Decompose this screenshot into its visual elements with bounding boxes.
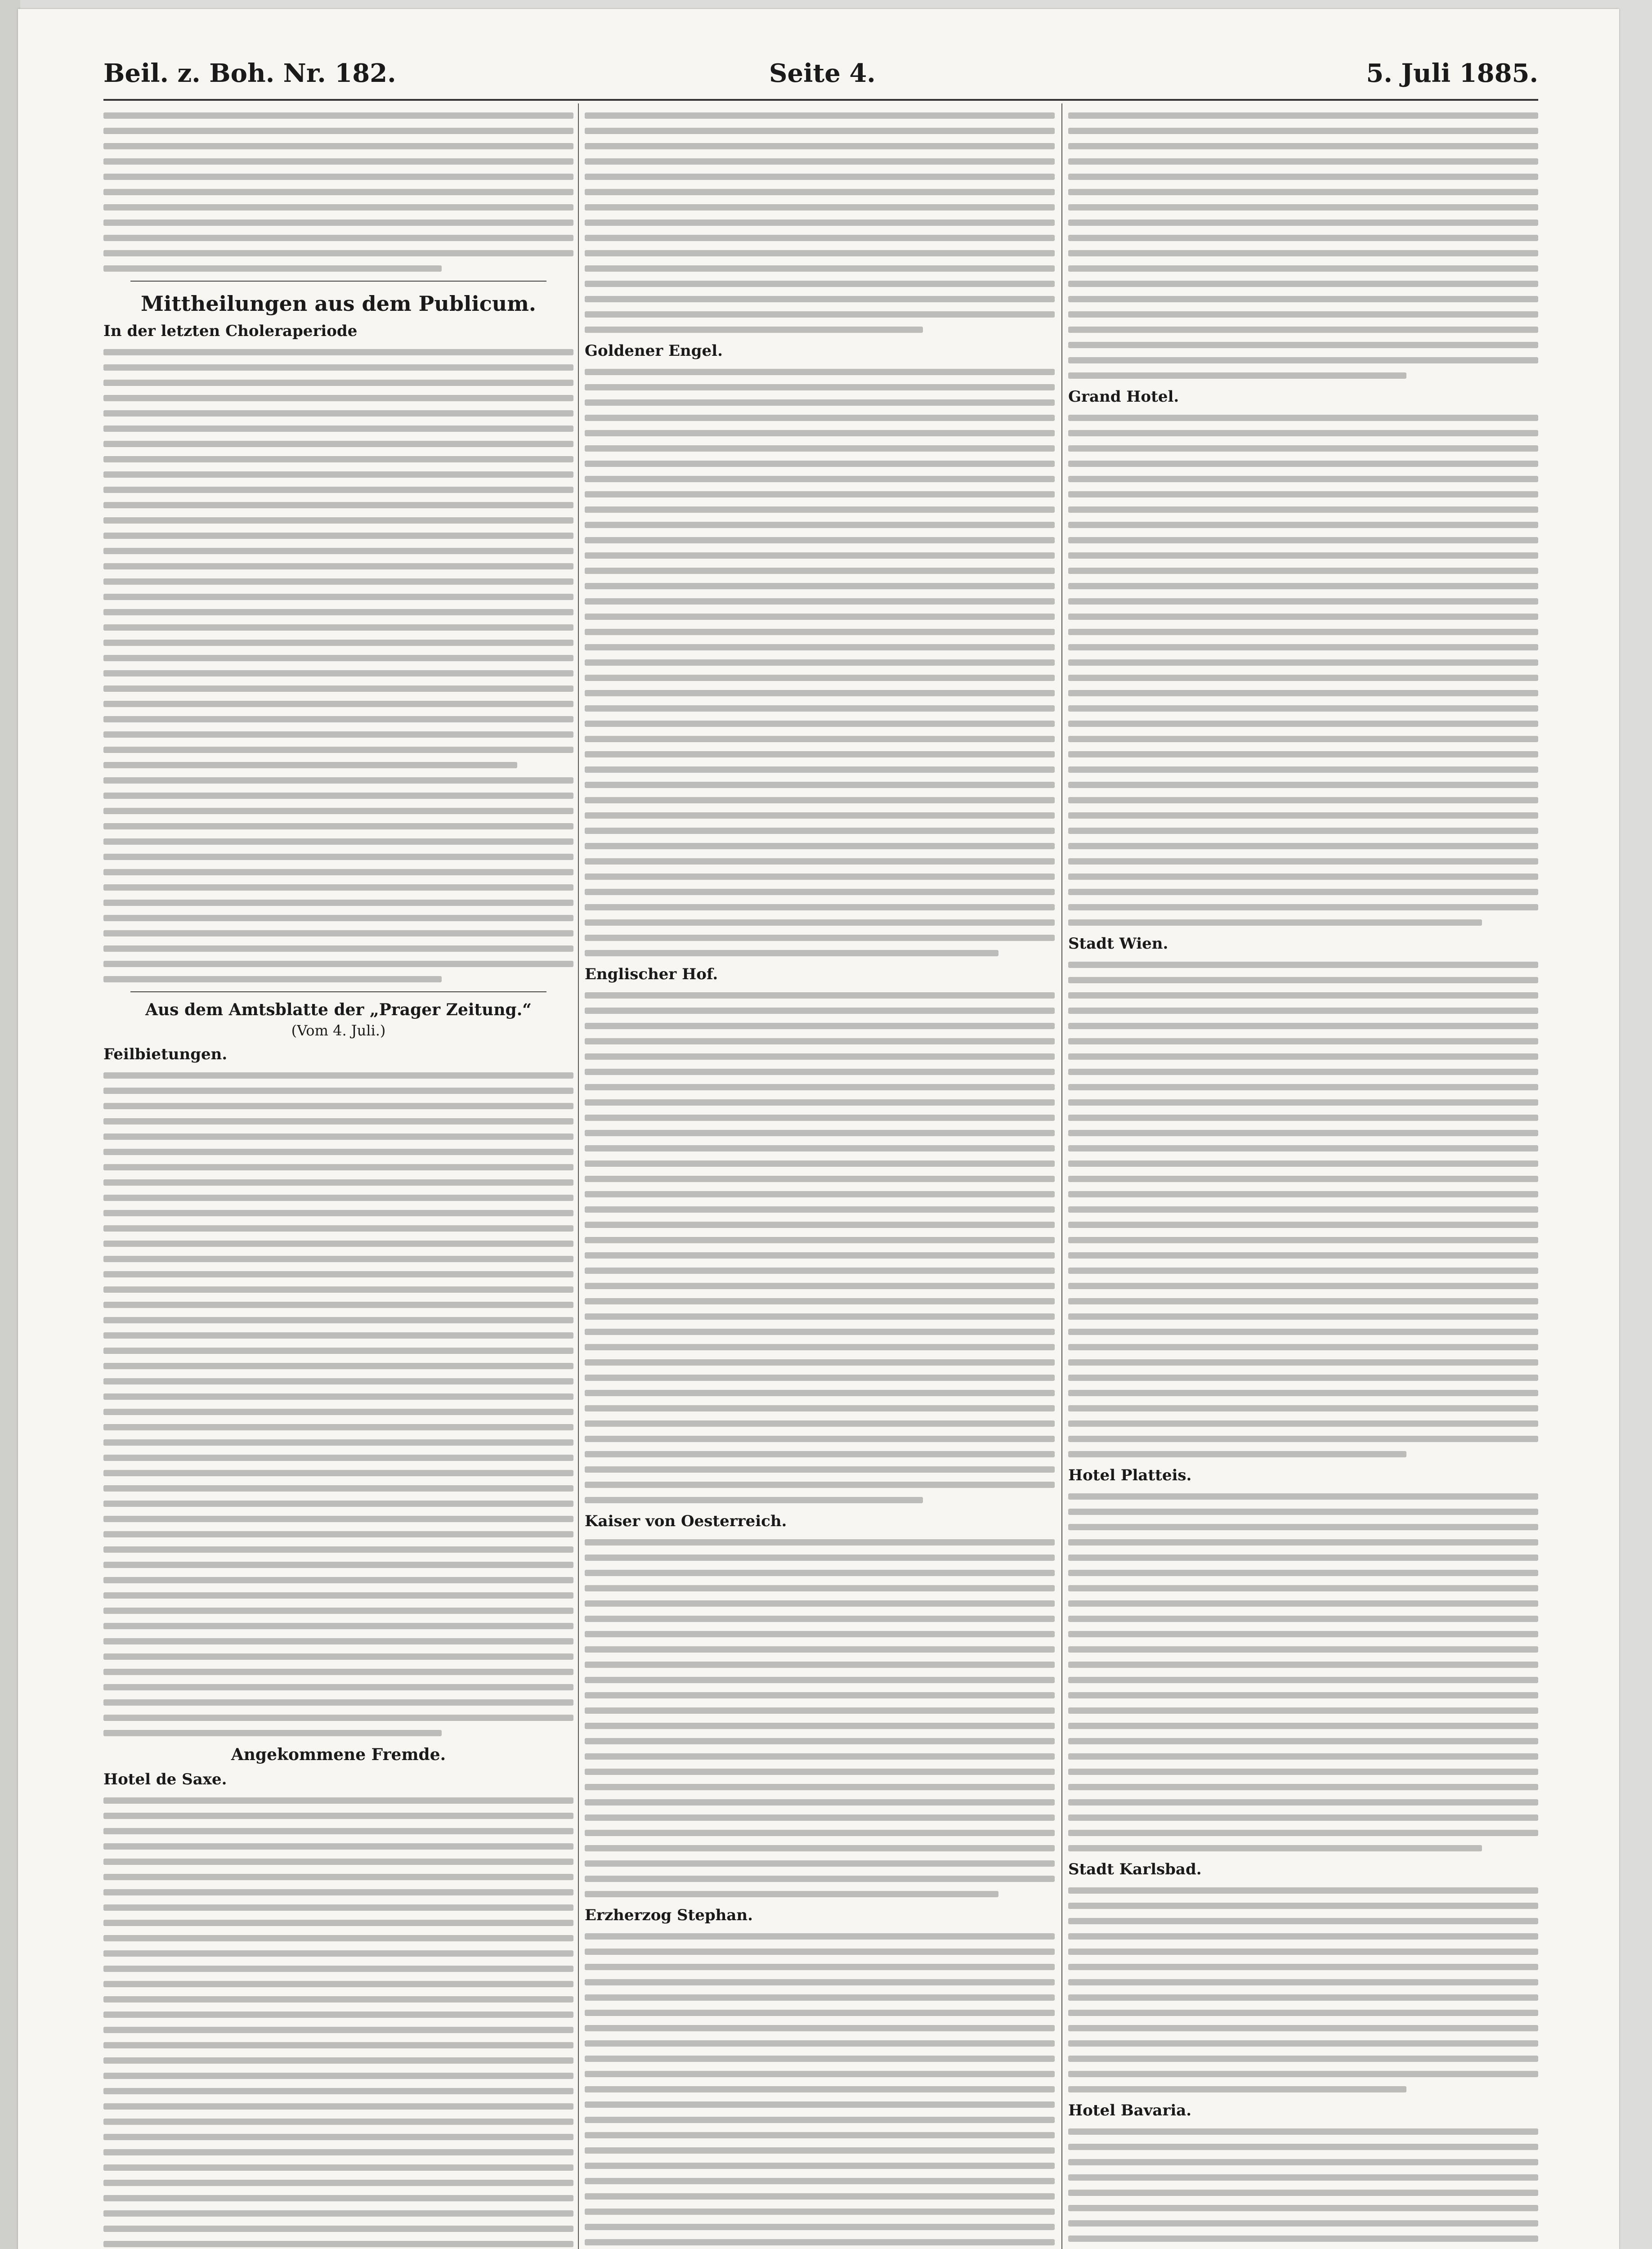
section-subtitle: (Vom 4. Juli.) xyxy=(291,1022,386,1039)
paragraph-lead: Goldener Engel. xyxy=(585,342,723,360)
column-divider xyxy=(1061,103,1062,2249)
paragraph-lead: Hotel Bavaria. xyxy=(1068,2101,1192,2119)
column-1 xyxy=(103,103,573,2249)
section-title: Angekommene Fremde. xyxy=(231,1745,446,1764)
column-2 xyxy=(585,103,1055,2249)
paragraph-lead: Stadt Wien. xyxy=(1068,935,1168,953)
text-block xyxy=(103,112,573,272)
text-block xyxy=(1068,415,1538,926)
text-block xyxy=(1068,2128,1538,2249)
paragraph-lead: Hotel Platteis. xyxy=(1068,1466,1192,1484)
text-block xyxy=(1068,1887,1538,2092)
paragraph-lead: Stadt Karlsbad. xyxy=(1068,1860,1202,1878)
header-rule xyxy=(103,99,1538,101)
text-block xyxy=(1068,112,1538,379)
text-block xyxy=(103,1072,573,1736)
text-block xyxy=(103,349,573,982)
column-divider xyxy=(578,103,579,2249)
text-block xyxy=(1068,1493,1538,1851)
section-title: Mittheilungen aus dem Publicum. xyxy=(141,291,536,316)
header-page-number: Seite 4. xyxy=(769,58,876,88)
section-title: Aus dem Amtsblatte der „Prager Zeitung.“ xyxy=(145,1000,532,1019)
paragraph-lead: Erzherzog Stephan. xyxy=(585,1906,753,1924)
paragraph-lead: Hotel de Saxe. xyxy=(103,1770,227,1788)
text-block xyxy=(585,1933,1055,2249)
page-header xyxy=(103,58,1538,99)
paragraph-lead: In der letzten Choleraperiode xyxy=(103,322,358,340)
text-block xyxy=(585,992,1055,1503)
section-divider xyxy=(130,281,546,282)
header-issue: Beil. z. Boh. Nr. 182. xyxy=(103,58,396,88)
scan-left-edge xyxy=(0,0,20,2249)
text-block xyxy=(585,1539,1055,1897)
paragraph-lead: Grand Hotel. xyxy=(1068,388,1179,406)
text-block xyxy=(585,112,1055,333)
section-divider xyxy=(130,991,546,992)
text-block xyxy=(1068,962,1538,1457)
column-3 xyxy=(1068,103,1538,2249)
paragraph-lead: Feilbietungen. xyxy=(103,1045,228,1063)
text-block xyxy=(585,369,1055,956)
paragraph-lead: Kaiser von Oesterreich. xyxy=(585,1512,787,1530)
text-block xyxy=(103,1797,573,2249)
header-date: 5. Juli 1885. xyxy=(1366,58,1538,88)
paragraph-lead: Englischer Hof. xyxy=(585,965,718,983)
